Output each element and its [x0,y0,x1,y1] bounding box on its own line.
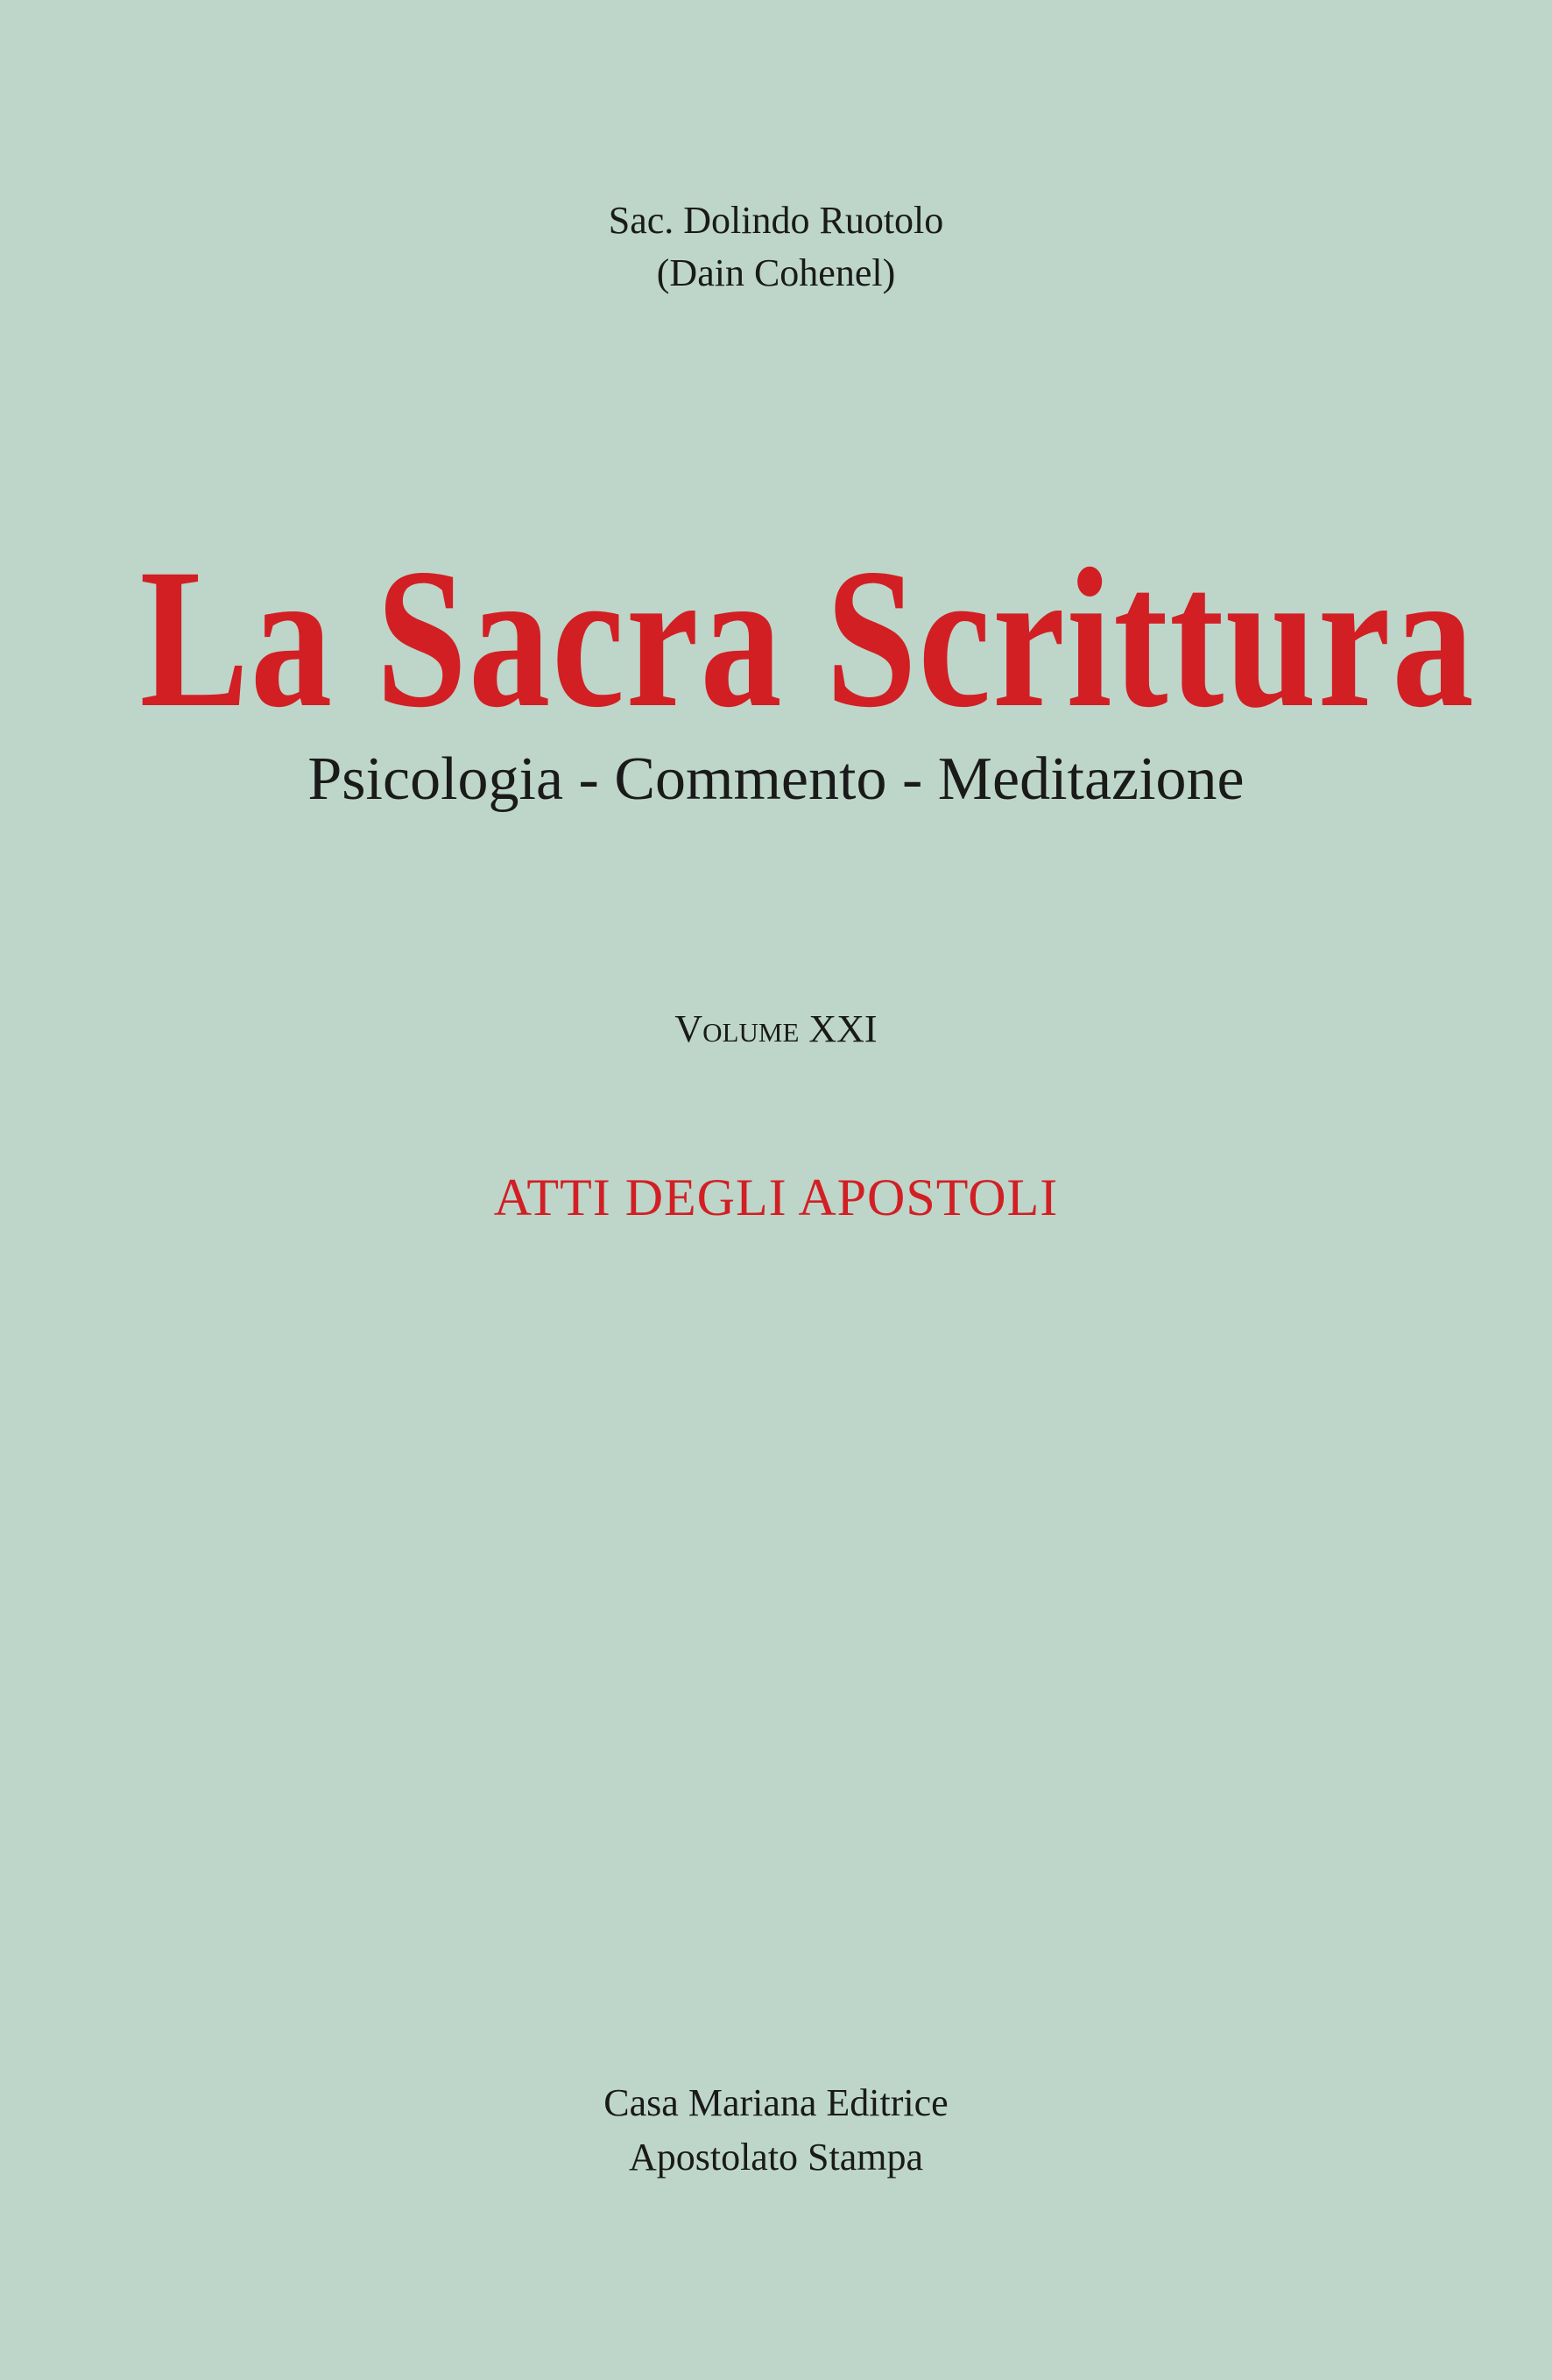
publisher-name: Casa Mariana Editrice [603,2081,949,2124]
author-name: Sac. Dolindo Ruotolo [608,199,944,242]
publisher-imprint: Apostolato Stampa [628,2136,924,2179]
author-block [0,194,1552,300]
publisher-block [0,2076,1552,2185]
author-pseudonym: (Dain Cohenel) [656,251,896,294]
book-title: La Sacra Scrittura [139,528,1476,749]
book-subtitle: Psicologia - Commento - Meditazione [307,745,1245,813]
volume-label: Volume XXI [674,1007,878,1050]
book-name: ATTI DEGLI APOSTOLI [493,1169,1059,1226]
